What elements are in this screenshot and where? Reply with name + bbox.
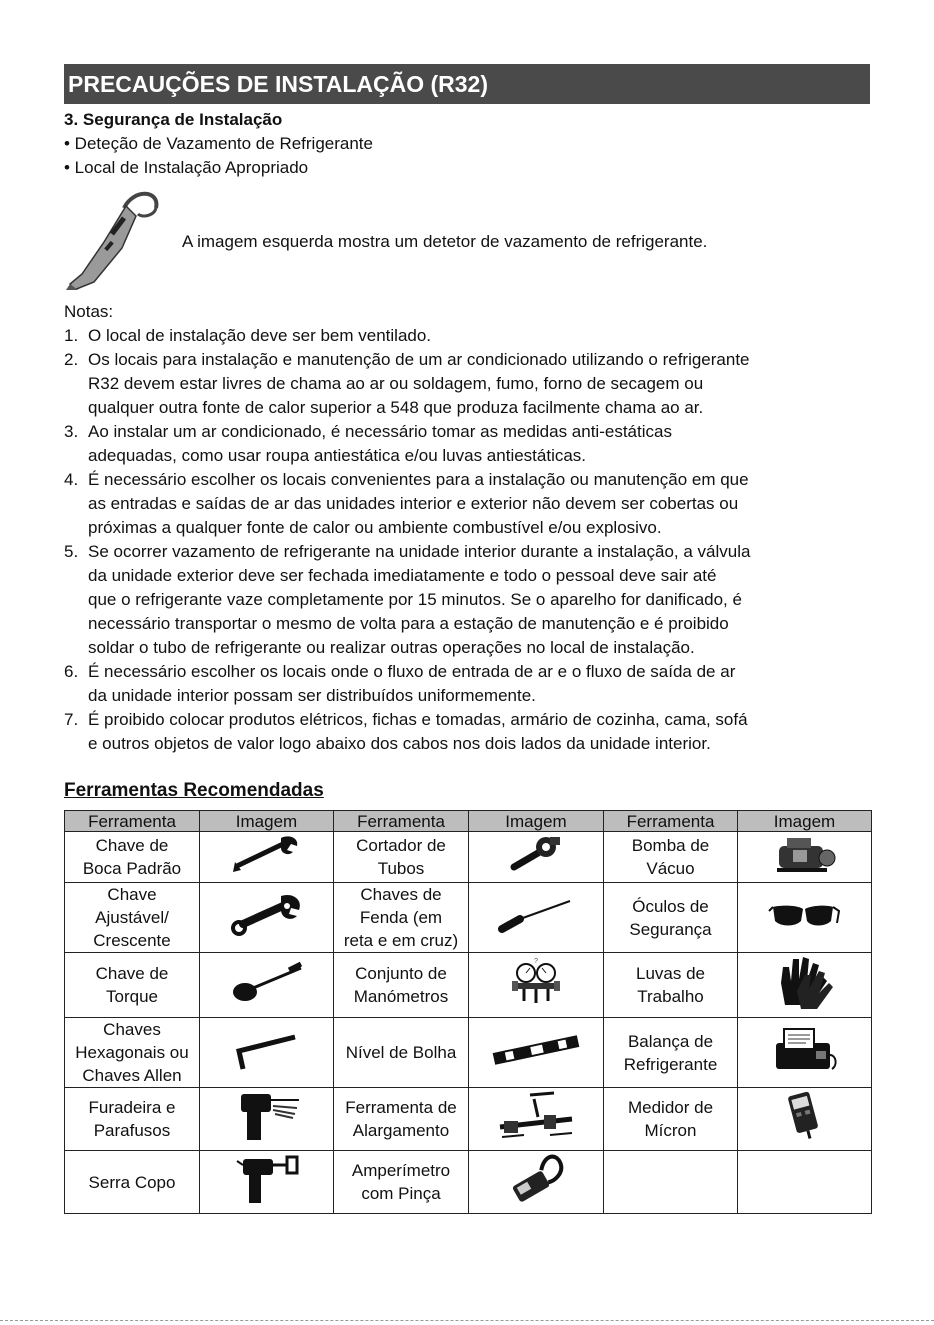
allen-key-icon — [200, 1029, 333, 1077]
tool-name-line: Óculos de — [632, 896, 709, 916]
tool-image-cell — [469, 832, 604, 883]
notes-list — [64, 324, 879, 756]
tool-name-line: Trabalho — [637, 987, 704, 1006]
tool-image-cell — [738, 1088, 872, 1151]
tool-name-cell — [334, 1018, 469, 1088]
clamp-meter-icon — [469, 1152, 603, 1212]
table-row — [65, 832, 872, 883]
tool-image-cell — [200, 1151, 334, 1214]
tool-name-line: Chaves — [103, 1020, 161, 1039]
tool-name-line: Segurança — [629, 919, 712, 939]
tool-name-line: Chave de — [95, 964, 169, 983]
tool-name-line: Serra Copo — [88, 1172, 176, 1192]
tool-name-line: Hexagonais ou — [75, 1043, 189, 1062]
note-number: 1. — [64, 326, 79, 345]
tool-name-line: Balança de — [627, 1031, 714, 1051]
manifold-gauge-icon — [469, 957, 603, 1013]
notes-title: Notas: — [64, 302, 114, 321]
tool-name-line: Luvas de — [636, 964, 705, 983]
tool-name-cell — [334, 953, 469, 1018]
tool-name-cell — [604, 1088, 738, 1151]
tool-name-line: Ajustável/ — [95, 908, 169, 927]
col-header-image-2: Imagem — [469, 811, 604, 832]
note-number: 3. — [64, 422, 79, 441]
tool-name-line: Boca Padrão — [82, 859, 182, 878]
tool-image-cell — [738, 1018, 872, 1088]
tool-name-line: Chaves Allen — [82, 1066, 182, 1085]
section-header-bar: PRECAUÇÕES DE INSTALAÇÃO (R32) — [64, 64, 870, 104]
tool-name-line: Amperímetro — [351, 1161, 451, 1180]
tool-name-cell — [334, 1151, 469, 1214]
col-header-image-3: Imagem — [738, 811, 872, 832]
col-header-image-1: Imagem — [200, 811, 334, 832]
tool-name-cell — [65, 1088, 200, 1151]
table-row — [65, 1088, 872, 1151]
wrench-icon — [200, 834, 333, 880]
tool-image-cell — [738, 953, 872, 1018]
tool-image-cell — [469, 1088, 604, 1151]
tool-name-line: Torque — [106, 987, 158, 1006]
note-item — [64, 420, 879, 468]
drill-icon — [200, 1088, 333, 1150]
pipe-cutter-icon — [469, 833, 603, 881]
adjustable-wrench-icon — [200, 892, 333, 944]
tool-image-cell — [469, 953, 604, 1018]
bullet-installation-location: • Local de Instalação Apropriado — [64, 158, 309, 177]
svg-text:?: ? — [534, 958, 538, 965]
note-item — [64, 540, 879, 660]
tool-name-cell — [604, 832, 738, 883]
note-line: soldar o tubo de refrigerante ou realizar outras operações no local de instalação. — [88, 638, 695, 657]
col-header-tool-1: Ferramenta — [65, 811, 200, 832]
tool-image-cell — [469, 1018, 604, 1088]
note-item — [64, 348, 879, 420]
tool-name-cell — [334, 883, 469, 953]
note-number: 2. — [64, 350, 79, 369]
vacuum-pump-icon — [738, 832, 871, 882]
tool-image-cell — [200, 832, 334, 883]
note-line: da unidade interior possam ser distribuídos uniformemente. — [88, 686, 536, 705]
bullet-leak-detection: • Deteção de Vazamento de Refrigerante — [64, 134, 373, 153]
tool-name-cell — [65, 883, 200, 953]
note-line: O local de instalação deve ser bem ventilado. — [88, 326, 432, 345]
tool-name-line: Chaves de — [360, 885, 442, 904]
detector-caption: A imagem esquerda mostra um detetor de vazamento de refrigerante. — [182, 232, 708, 251]
tool-image-cell — [200, 1088, 334, 1151]
tool-name-line: reta e em cruz) — [343, 931, 459, 950]
tool-name-line: Refrigerante — [623, 1054, 718, 1074]
tool-name-line: Mícron — [644, 1121, 697, 1140]
tool-image-cell — [200, 883, 334, 953]
note-line: Ao instalar um ar condicionado, é necessário tomar as medidas anti-estáticas — [88, 422, 672, 441]
screwdriver-icon — [469, 895, 603, 941]
page-bottom-divider — [0, 1320, 934, 1321]
tool-name-line: Medidor de — [627, 1098, 714, 1117]
note-line: próximas a qualquer fonte de calor ou ambiente combustível e/ou explosivo. — [88, 518, 662, 537]
note-line: que o refrigerante vaze completamente por 15 minutos. Se o aparelho for danificado, é — [88, 590, 742, 609]
table-row — [65, 883, 872, 953]
col-header-tool-3: Ferramenta — [604, 811, 738, 832]
table-row — [65, 1151, 872, 1214]
table-row — [65, 953, 872, 1018]
note-line: da unidade exterior deve ser fechada imediatamente e todo o pessoal deve sair até — [88, 566, 717, 585]
work-gloves-icon — [738, 953, 871, 1017]
tool-name-line: Ferramenta de — [345, 1098, 457, 1117]
note-line: e outros objetos de valor logo abaixo dos cabos nos dois lados da unidade interior. — [88, 734, 711, 753]
note-item — [64, 708, 879, 756]
tool-image-cell — [738, 883, 872, 953]
tool-name-line: com Pinça — [361, 1184, 441, 1203]
tool-image-cell — [738, 1151, 872, 1214]
tool-name-line: Nível de Bolha — [345, 1043, 457, 1062]
note-line: É necessário escolher os locais onde o fluxo de entrada de ar e o fluxo de saída de ar — [88, 662, 736, 681]
note-number: 6. — [64, 662, 79, 681]
tool-name-cell — [65, 1018, 200, 1088]
table-row — [65, 1018, 872, 1088]
note-line: qualquer outra fonte de calor superior a 548 que produza facilmente chama ao ar. — [88, 398, 704, 417]
note-line: as entradas e saídas de ar das unidades interior e exterior não devem ser cobertas ou — [88, 494, 739, 513]
tool-name-line: Furadeira e — [88, 1098, 176, 1117]
note-line: É necessário escolher os locais convenientes para a instalação ou manutenção em que — [88, 470, 749, 489]
hole-saw-drill-icon — [200, 1151, 333, 1213]
tool-name-cell — [65, 832, 200, 883]
note-line: Se ocorrer vazamento de refrigerante na unidade interior durante a instalação, a válvula — [88, 542, 751, 561]
tool-image-cell — [738, 832, 872, 883]
tool-name-line: Vácuo — [646, 859, 695, 878]
tools-table-header-row — [65, 811, 872, 832]
tool-name-cell — [334, 832, 469, 883]
tools-title: Ferramentas Recomendadas — [64, 780, 324, 801]
tool-image-cell — [200, 953, 334, 1018]
note-line: É proibido colocar produtos elétricos, fichas e tomadas, armário de cozinha, cama, sofá — [88, 710, 748, 729]
safety-glasses-icon — [738, 897, 871, 939]
torque-wrench-icon — [200, 960, 333, 1010]
tool-name-line: Cortador de — [356, 836, 446, 855]
tool-name-line: Parafusos — [93, 1121, 171, 1140]
tool-name-line: Tubos — [377, 859, 425, 878]
tool-image-cell — [469, 883, 604, 953]
tool-name-line: Chave de — [95, 836, 169, 855]
tool-name-line: Crescente — [93, 931, 171, 950]
note-item — [64, 660, 879, 708]
note-number: 7. — [64, 710, 79, 729]
note-item — [64, 468, 879, 540]
section-title: 3. Segurança de Instalação — [64, 110, 283, 129]
tools-table — [64, 810, 872, 1214]
tool-name-cell — [65, 953, 200, 1018]
flaring-tool-icon — [469, 1089, 603, 1149]
col-header-tool-2: Ferramenta — [334, 811, 469, 832]
note-line: Os locais para instalação e manutenção de um ar condicionado utilizando o refrigerante — [88, 350, 750, 369]
note-line: R32 devem estar livres de chama ao ar ou soldagem, fumo, forno de secagem ou — [88, 374, 704, 393]
tool-image-cell — [200, 1018, 334, 1088]
tool-name-line: Fenda (em — [359, 908, 443, 927]
tool-name-cell — [334, 1088, 469, 1151]
tool-name-line: Bomba de — [631, 836, 710, 855]
tool-name-line: Alargamento — [352, 1121, 450, 1140]
tool-name-cell — [604, 1151, 738, 1214]
leak-detector-icon — [64, 186, 162, 290]
tool-name-line: Manómetros — [353, 987, 449, 1006]
tool-image-cell — [469, 1151, 604, 1214]
tool-name-line: Conjunto de — [355, 964, 447, 983]
spirit-level-icon — [469, 1030, 603, 1076]
tool-name-cell — [604, 1018, 738, 1088]
tool-name-cell — [604, 883, 738, 953]
tool-name-cell — [604, 953, 738, 1018]
note-number: 5. — [64, 542, 79, 561]
tool-name-line: Chave — [107, 885, 157, 904]
note-line: necessário transportar o mesmo de volta para a estação de manutenção e é proibido — [88, 614, 729, 633]
refrigerant-scale-icon — [738, 1025, 871, 1081]
note-line: adequadas, como usar roupa antiestática e/ou luvas antiestáticas. — [88, 446, 587, 465]
note-number: 4. — [64, 470, 79, 489]
tool-name-cell — [65, 1151, 200, 1214]
note-item — [64, 324, 879, 348]
micron-gauge-icon — [738, 1089, 871, 1149]
